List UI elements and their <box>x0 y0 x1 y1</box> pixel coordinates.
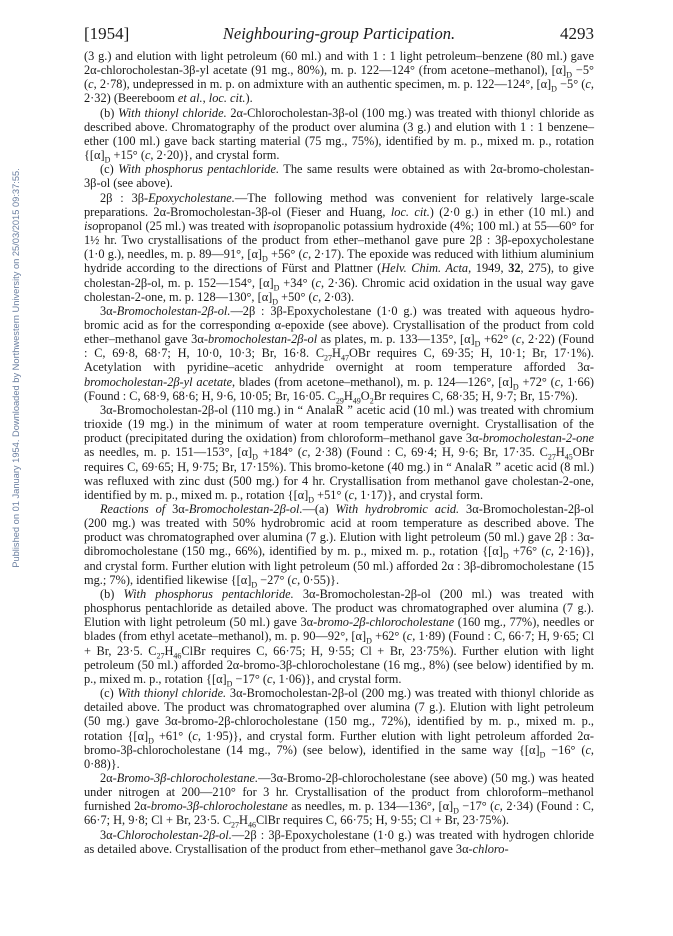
paragraph: 2β : 3β-Epoxycholestane.—The following method was convenient for relatively large-scale preparations. 2α-Bromocholestan-3β-ol (Fieser and Huang, loc. cit.) (2·0 g.) in ether (10 ml.) and isopropanol (25 ml.) was treated with isopropanolic potassium hydroxide (4%; 100 ml.) at 55—60° for 1½ hr. Two crystallisations of the product from ether–methanol gave pure 2β : 3β-epoxycholestane (1·0 g.), needles, m. p. 89—91°, $[\alpha]_D +56^\circ$ (c, 2·17). The epoxide was reduced with lithium aluminium hydride according to the directions of Fürst and Plattner (Helv. Chim. Acta, 1949, 32, 275), to give cholestan-2β-ol, m. p. 152—154°, $[\alpha]_D +34^\circ$ (c, 2·36). Chromic acid oxidation in the usual way gave cholestan-2-one, m. p. 128—130°, $[\alpha]_D +50^\circ$ (c, 2·03). <box>84 190 595 307</box>
paragraph: Reactions of 3α-Bromocholestan-2β-ol.—(a) With hydrobromic acid. 3α-Bromocholestan-2β-ol (200 mg.) was treated with 50% hydrobromic acid at room temperature as described above. The product was chromatographed over alumina (7 g.). Elution with light petroleum (50 ml.) gave 2β : 3α-dibromocholestane (150 mg., 66%), identified by m. p., mixed m. p., rotation {$[\alpha]_D +76^\circ$ (c, 2·16)}, and crystal form. Further elution with light petroleum (50 ml.) afforded 2α : 3β-dibromocholestane (15 mg.; 7%), identified likewise {$[\alpha]_D -27^\circ$ (c, 0·55)}. <box>84 502 594 590</box>
paragraph: 3α-Chlorocholestan-2β-ol.—2β : 3β-Epoxycholestane (1·0 g.) was treated with hydrogen chloride as detailed above. Crystallisation of the product from ether–methanol gave 3α-chloro- <box>84 827 594 856</box>
paragraph: 3α-Bromocholestan-2β-ol (110 mg.) in “ AnalaR ” acetic acid (10 ml.) was treated with chromium trioxide (19 mg.) in the minimum of water at room temperature overnight. Crystallisation of the product (precipitated during the oxidation) from chloroform–methanol gave 3α-bromocholestan-2-one as needles, m. p. 151—153°, $[\alpha]_D +184^\circ$ (c, 2·38) (Found : C, 69·4; H, 9·6; Br, 17·35. $C_{27}H_{45}OBr$ requires C, 69·65; H, 9·75; Br, 17·15%). This bromo-ketone (40 mg.) in “ AnalaR ” acetic acid (8 ml.) was refluxed with zinc dust (500 mg.) for 4 hr. Crystallisation from methanol gave cholestan-2-one, identified by m. p., mixed m. p., rotation {$[\alpha]_D +51^\circ$ (c, 1·17)}, and crystal form. <box>84 402 595 505</box>
page-header <box>84 24 594 46</box>
download-watermark <box>8 118 24 618</box>
journal-year: [1954] <box>84 24 130 43</box>
paragraph: (c) With phosphorus pentachloride. The same results were obtained as with 2α-bromo-cholestan-3β-ol (see above). <box>84 162 594 191</box>
paragraph: (3 g.) and elution with light petroleum (60 ml.) and with 1 : 1 light petroleum–benzene (80 ml.) gave 2α-chlorocholestan-3β-yl acetate (91 mg., 80%), m. p. 122—124° (from acetone–methanol), $[\alpha]_D -5^\circ$ (c, 2·78), undepressed in m. p. on admixture with an authentic specimen, m. p. 122—124°, $[\alpha]_D -5^\circ$ (c, 2·32) (Beereboom et al., loc. cit.). <box>84 49 594 106</box>
article-body <box>84 49 594 856</box>
paragraph: 3α-Bromocholestan-2β-ol.—2β : 3β-Epoxycholestane (1·0 g.) was treated with aqueous hydro-bromic acid as for the corresponding α-epoxide (see above). Crystallisation of the product from cold ether–methanol gave 3α-bromocholestan-2β-ol as plates, m. p. 133—135°, $[\alpha]_D +62^\circ$ (c, 2·22) (Found : C, 69·8, 68·7; H, 10·0, 10·3; Br, 16·8. $C_{27}H_{47}OBr$ requires C, 69·35; H, 10·1; Br, 17·1%). Acetylation with pyridine–acetic anhydride overnight at room temperature afforded 3α-bromocholestan-2β-yl acetate, blades (from acetone–methanol), m. p. 124—126°, $[\alpha]_D +72^\circ$ (c, 1·66) (Found : C, 68·9, 68·6; H, 9·6, 10·05; Br, 16·05. $C_{29}H_{49}O_2Br$ requires C, 68·35; H, 9·7; Br, 15·7%). <box>84 303 594 406</box>
paragraph: (b) With phosphorus pentachloride. 3α-Bromocholestan-2β-ol (200 ml.) was treated with phosphorus pentachloride as detailed above. The product was chromatographed over alumina (7 g.). Elution with light petroleum (50 ml.) gave 3α-bromo-2β-chlorocholestane (160 mg., 77%), needles or blades (from ethyl acetate–methanol), m. p. 90—92°, $[\alpha]_D +62^\circ$ (c, 1·89) (Found : C, 66·7; H, 9·65; Cl + Br, 23·5. $C_{27}H_{46}ClBr$ requires C, 66·75; H, 9·55; Cl + Br, 23·75%). Further elution with light petroleum (50 ml.) afforded 2α-bromo-3β-chlorocholestane (16 mg., 8%) (see below) identified by m. p., mixed m. p., rotation {$[\alpha]_D -17^\circ$ (c, 1·06)}, and crystal form. <box>84 586 594 689</box>
watermark-text: Published on 01 January 1954. Downloaded by Northwestern University on 25/03/2015 09:37:55. <box>11 168 21 568</box>
paragraph: (c) With thionyl chloride. 3α-Bromocholestan-2β-ol (200 mg.) was treated with thionyl chloride as detailed above. The product was chromatographed over alumina (7 g.). Elution with light petroleum (50 mg.) gave 3α-bromo-2β-chlorocholestane (150 mg., 72%), identified by m. p., mixed m. p., rotation {$[\alpha]_D +61^\circ$ (c, 1·95)}, and crystal form. Further elution with light petroleum afforded 2α-bromo-3β-chlorocholestane (14 mg., 7%) (see below), identified in the same way {$[\alpha]_D -16^\circ$ (c, 0·88)}. <box>84 686 595 771</box>
paragraph: (b) With thionyl chloride. 2α-Chlorocholestan-3β-ol (100 mg.) was treated with thionyl chloride as described above. Chromatography of the product over alumina (3 g.) and elution with 1 : 1 benzene–ether (100 ml.) gave back starting material (75 mg., 75%), identified by m. p., mixed m. p., rotation {$[\alpha]_D +15^\circ$ (c, 2·20)}, and crystal form. <box>84 105 595 165</box>
paragraph: 2α-Bromo-3β-chlorocholestane.—3α-Bromo-2β-chlorocholestane (see above) (50 mg.) was heated under nitrogen at 200—210° for 3 hr. Crystallisation of the product from chloroform–methanol furnished 2α-bromo-3β-chlorocholestane as needles, m. p. 134—136°, $[\alpha]_D -17^\circ$ (c, 2·34) (Found : C, 66·7; H, 9·8; Cl + Br, 23·5. $C_{27}H_{46}ClBr$ requires C, 66·75; H, 9·55; Cl + Br, 23·75%). <box>84 770 595 830</box>
page-number: 4293 <box>560 24 594 43</box>
running-title: Neighbouring-group Participation. <box>222 24 456 43</box>
